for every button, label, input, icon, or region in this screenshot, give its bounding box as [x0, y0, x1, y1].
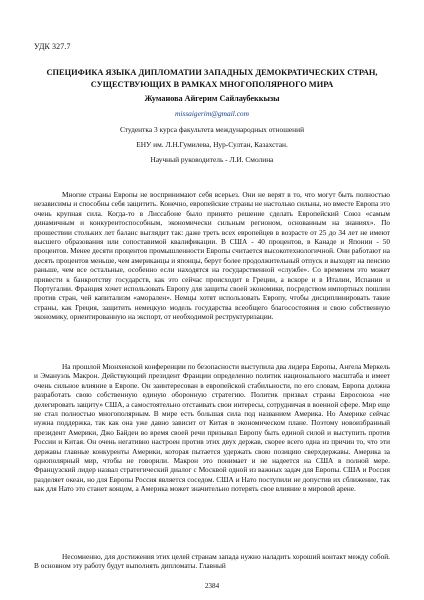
affiliation-line-2: ЕНУ им. Л.Н.Гумилева, Нур-Султан, Казахстан. — [136, 140, 288, 149]
author-name: Жуманова Айгерим Сайлаубеккызы — [144, 94, 280, 103]
page-number: 2384 — [204, 582, 220, 590]
article-title — [30, 67, 394, 90]
paragraph-2: На прошлой Мюнхенской конференции по безопасности выступила два лидера Европы, Ангела Меркель и Эмануэль Макрон. Действующий президент Франции определенно политик национального масштаба и имеет очень сильное влияние в Европе. Он заинтересован в европейской стабильности, по его словам, Европа должна разработать свою собственную единую оборонную стратегию. Политик призвал страны Евросоюза «не делегировать защиту» США, а самостоятельно отстаивать свои интересы, сотрудничая в военной сфере. Мир еще не стал полностью многополярным. В мире есть большая сила под названием Америка. Но Америке сейчас нужна поддержка, так как она уже давно зависит от Китая в экономическом плане. Поэтому новоизбранный президент Америки, Джо Байден во время своей речи призывал Европу быть единой силой и выступить против России и Китая. Он очень негативно настроен против этих двух держав, скорее всего одна из причин то, что эти державы главные конкуренты Америки, которая пытается удержать свою позицию сверхдержавы. Америка за однополярный мир, чтобы не говорили. Макрон это понимает и не надеется на США в полной мере. Французский лидер назвал стратегический диалог с Москвой одной из важных задач для Европы. США и Россия разделяет океан, но для Европы Россия является соседом. США и Нато поступили не допустив их сближение, так как для Нато это станет концом, а Америка может значительно потерять свое влияние в мировой арене. — [34, 362, 390, 494]
author-email[interactable]: missaigerim@gmail.com — [175, 109, 249, 118]
paragraph-3: Несомненно, для достижения этих целей странам запада нужно наладить хороший контакт между собой. В основном эту работу будут выполнять дипломаты. Главный — [34, 552, 390, 571]
paragraph-1: Многие страны Европы не воспринимают себя всерьез. Они не верят в то, что могут быть полностью независимы и способны себя защитить. Конечно, европейские страны не настолько сильны, но вместе Европа это очень крупная сила. Когда-то в Лиссабоне было принято решение сделать Европейский Союз «самым динамичным и конкурентоспособным, экономически сильным регионом, основанным на знаниях». По прошествии стольких лет баланс выглядит так: даже треть всех европейцев в возрасте от 25 до 34 лет не имеют высшего образования или сопоставимой квалификации. В США - 40 процентов, в Канаде и Японии - 50 процентов. Менее десяти процентов промышленности Европы считается высокотехнологичной. Они работают на десять процентов меньше, чем американцы и японцы, берут более продолжительный отпуск и выходят на пенсию раньше, чем все остальные, особенно если находятся на государственной «службе». Со временем это может привести к банкротству государств, как это сейчас происходит в Греции, а вскоре и в Италии, Испании и Португалии. Франция хочет использовать Европу для защиты своей экономики, посредством импортных пошлин против стран, чей капитализм «аморален». Немцы хотят использовать Европу, чтобы дисциплинировать такие страны, как Греция, защитить немецкую модель государства всеобщего благосостояния и свою собственную экономику, ориентированную на экспорт, от необходимой реструктуризации. — [34, 190, 390, 322]
title-line-2: СУЩЕСТВУЮЩИХ В РАМКАХ МНОГОПОЛЯРНОГО МИРА — [90, 79, 334, 89]
supervisor-line: Научный руководитель - Л.И. Смолина — [150, 155, 274, 164]
affiliation-line-1: Студентка 3 курса факультета международных отношений — [119, 125, 305, 134]
title-line-1: СПЕЦИФИКА ЯЗЫКА ДИПЛОМАТИИ ЗАПАДНЫХ ДЕМОКРАТИЧЕСКИХ СТРАН, — [46, 68, 378, 77]
udk-code: УДК 327.7 — [34, 42, 71, 51]
